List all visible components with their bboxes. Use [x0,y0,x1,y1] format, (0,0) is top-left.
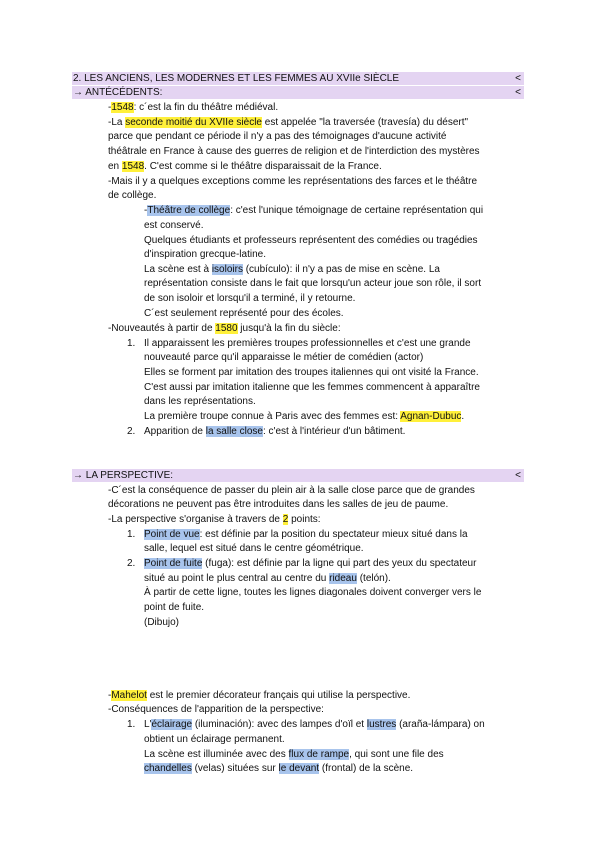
text-line: en 1548. C'est comme si le théâtre disparaissait de la France. [108,161,382,172]
text-line: -Nouveautés à partir de 1580 jusqu'à la fin du siècle: [108,323,341,334]
text-line: -Mais il y a quelques exceptions comme les représentations des farces et le théâtre [108,176,478,187]
collapse-arrow-icon[interactable]: < [515,87,521,98]
text-line: Il apparaissent les premières troupes professionnelles et c'est une grande [144,338,471,349]
text-line: -La seconde moitié du XVIIe siècle est appelée "la traversée (travesía) du désert" [108,117,469,128]
highlight-yellow: 1580 [215,323,238,334]
text-line: -C´est la conséquence de passer du plein air à la salle close parce que de grandes [108,485,475,496]
text-line: Point de fuite (fuga): est définie par la ligne qui part des yeux du spectateur [144,558,477,569]
section-title: 2. LES ANCIENS, LES MODERNES ET LES FEMMES AU XVIIe SIÈCLE [73,73,400,84]
collapse-arrow-icon[interactable]: < [515,470,521,481]
text-line: (Dibujo) [144,617,180,628]
text-line: représentation consiste dans le fait que lorsqu'un acteur joue son rôle, il sort [144,278,482,289]
text-line: La scène est illuminée avec des flux de rampe, qui sont une file des [144,749,444,760]
text-line: C´est seulement représenté pour des écoles. [144,308,344,319]
text-line: -Conséquences de l'apparition de la perspective: [108,704,324,715]
text-line: -Théâtre de collège: c'est l'unique témoignage de certaine représentation qui [144,205,484,216]
highlight-yellow: seconde moitié du XVIIe siècle [125,117,262,128]
text-line: dans les représentations. [144,396,256,407]
highlight-blue: Théâtre de collège [147,205,231,216]
text-line: L'éclairage (iluminación): avec des lampes d'oïl et lustres (araña-lámpara) on [144,719,485,730]
collapse-arrow-icon[interactable]: < [515,73,521,84]
text-line: -1548: c´est la fin du théâtre médiéval. [108,102,279,113]
text-line: situé au point le plus central au centre du rideau (telón). [144,573,391,584]
list-number: 2. [127,558,136,569]
highlight-blue: lustres [366,719,397,730]
text-line: de collège. [108,190,157,201]
highlight-yellow: Agnan-Dubuc [400,411,462,422]
text-line: La première troupe connue à Paris avec des femmes est: Agnan-Dubuc. [144,411,465,422]
text-line: -Mahelot est le premier décorateur français qui utilise la perspective. [108,690,411,701]
section-header-perspective[interactable] [72,469,524,482]
highlight-yellow: 1548 [111,102,134,113]
highlight-blue: isoloirs [211,264,243,275]
text-line: théâtrale en France à cause des guerres de religion et de l'interdiction des mystères [108,146,480,157]
highlight-blue: le devant [278,763,320,774]
highlight-blue: Point de vue [144,529,200,540]
text-line: La scène est à isoloirs (cubículo): il n'y a pas de mise en scène. La [144,264,440,275]
text-line: salle, lequel est situé dans le centre géométrique. [144,543,364,554]
text-line: Quelques étudiants et professeurs représentent des comédies ou tragédies [144,235,478,246]
text-line: décorations ne peuvent pas être introduites dans les salles de jeu de paume. [108,499,449,510]
text-line: C'est aussi par imitation italienne que les femmes commencent à apparaître [144,382,480,393]
list-number: 1. [127,338,136,349]
highlight-blue: la salle close [205,426,263,437]
text-line: est conservé. [144,220,204,231]
list-number: 1. [127,719,136,730]
highlight-yellow: 1548 [121,161,145,172]
text-line: Point de vue: est définie par la position du spectateur mieux situé dans la [144,529,468,540]
list-number: 1. [127,529,136,540]
section-title: → LA PERSPECTIVE: [73,470,174,481]
highlight-yellow: 2 [282,514,289,525]
text-line: obtient un éclairage permanent. [144,734,285,745]
highlight-blue: éclairage [151,719,193,730]
text-line: Apparition de la salle close: c'est à l'intérieur d'un bâtiment. [144,426,406,437]
text-line: nouveauté parce qu'il apparaisse le métier de comédien (actor) [144,352,424,363]
highlight-blue: rideau [329,573,357,584]
text-line: Elles se forment par imitation des troupes italiennes qui ont visité la France. [144,367,479,378]
highlight-blue: flux de rampe [288,749,350,760]
section-title: → ANTÉCÉDENTS: [73,87,163,98]
text-line: parce que pendant ce période il n'y a pas des témoignages d'aucune activité [108,131,447,142]
highlight-blue: Point de fuite [144,558,203,569]
highlight-blue: chandelles [144,763,192,774]
highlight-yellow: Mahelot [111,690,147,701]
section-header-anciens-modernes[interactable] [72,72,524,85]
text-line: de son isoloir et lorsqu'il a terminé, il y retourne. [144,293,356,304]
text-line: point de fuite. [144,602,205,613]
section-header-antecedents[interactable] [72,86,524,99]
list-number: 2. [127,426,136,437]
text-line: -La perspective s'organise à travers de 2 points: [108,514,321,525]
text-line: À partir de cette ligne, toutes les lignes diagonales doivent converger vers le [144,587,482,598]
text-line: chandelles (velas) situées sur le devant (frontal) de la scène. [144,763,414,774]
text-line: d'inspiration grecque-latine. [144,249,266,260]
